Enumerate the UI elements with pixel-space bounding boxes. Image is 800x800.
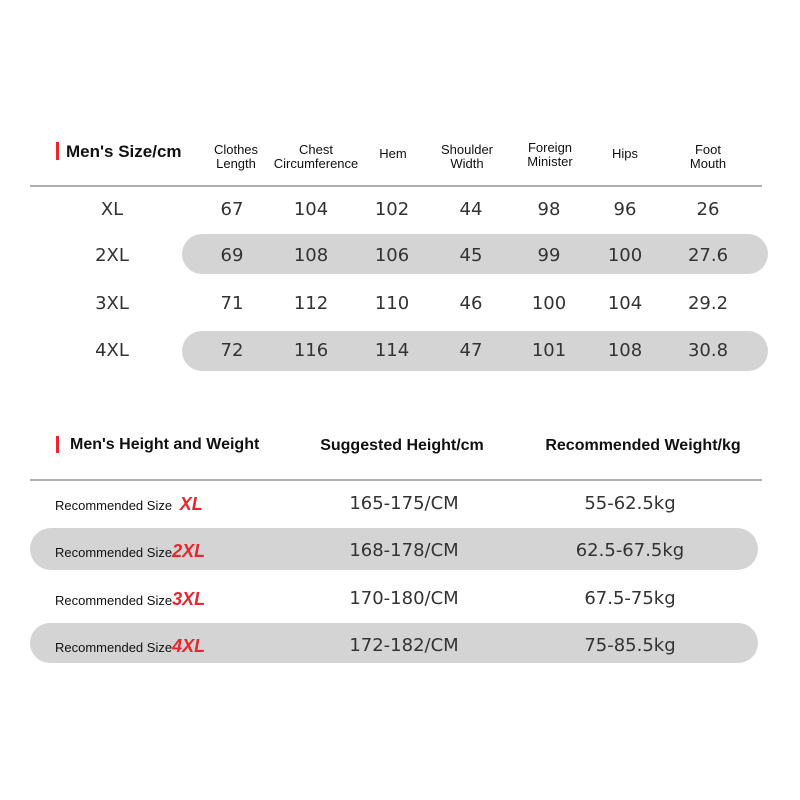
header-hips: Hips bbox=[611, 146, 638, 161]
table-cell: 71 bbox=[220, 293, 244, 314]
section-marker bbox=[56, 436, 59, 453]
table-cell: 104 bbox=[293, 199, 329, 220]
height-value: 170-180/CM bbox=[349, 588, 459, 609]
header-foreign-minister: Foreign Minister bbox=[527, 140, 573, 169]
recommended-size-label: Recommended Size4XL bbox=[55, 636, 206, 656]
table-cell: 99 bbox=[537, 245, 561, 266]
size-label: 3XL bbox=[95, 293, 129, 314]
header-recommended-weight: Recommended Weight/kg bbox=[545, 437, 741, 454]
size-badge: 2XL bbox=[172, 541, 206, 561]
table-cell: 100 bbox=[531, 293, 567, 314]
header-shoulder-width: Shoulder Width bbox=[440, 142, 494, 171]
table-cell: 101 bbox=[531, 340, 567, 361]
size-badge: 3XL bbox=[172, 589, 206, 609]
table-cell: 47 bbox=[459, 340, 483, 361]
table-cell: 116 bbox=[293, 340, 329, 361]
size-table-title: Men's Size/cm bbox=[66, 142, 182, 161]
table-cell: 67 bbox=[220, 199, 244, 220]
table-cell: 69 bbox=[220, 245, 244, 266]
recommended-size-label: Recommended Size XL bbox=[55, 494, 203, 514]
height-value: 165-175/CM bbox=[349, 493, 459, 514]
table-cell: 45 bbox=[459, 245, 483, 266]
size-badge: XL bbox=[179, 494, 203, 514]
size-label: 2XL bbox=[95, 245, 129, 266]
table-cell: 104 bbox=[607, 293, 643, 314]
height-table-title: Men's Height and Weight bbox=[70, 436, 260, 453]
table-cell: 106 bbox=[374, 245, 410, 266]
header-hem: Hem bbox=[379, 146, 407, 161]
table-cell: 27.6 bbox=[687, 245, 729, 266]
size-label: 4XL bbox=[95, 340, 129, 361]
weight-value: 55-62.5kg bbox=[584, 493, 676, 514]
table-cell: 110 bbox=[374, 293, 410, 314]
section-marker bbox=[56, 142, 59, 160]
size-label: XL bbox=[100, 199, 124, 220]
table-cell: 30.8 bbox=[687, 340, 729, 361]
weight-value: 75-85.5kg bbox=[584, 635, 676, 656]
table-cell: 108 bbox=[607, 340, 643, 361]
header-chest-circumference: Chest Circumference bbox=[273, 142, 359, 171]
header-clothes-length: Clothes Length bbox=[213, 142, 259, 171]
weight-value: 67.5-75kg bbox=[584, 588, 676, 609]
header-foot-mouth: Foot Mouth bbox=[689, 142, 727, 171]
recommended-size-label: Recommended Size3XL bbox=[55, 589, 206, 609]
table-cell: 29.2 bbox=[687, 293, 729, 314]
table-cell: 108 bbox=[293, 245, 329, 266]
recommended-size-label: Recommended Size2XL bbox=[55, 541, 206, 561]
header-rule bbox=[30, 479, 762, 481]
table-cell: 72 bbox=[220, 340, 244, 361]
table-cell: 102 bbox=[374, 199, 410, 220]
size-badge: 4XL bbox=[172, 636, 206, 656]
table-cell: 98 bbox=[537, 199, 561, 220]
header-suggested-height: Suggested Height/cm bbox=[320, 437, 484, 454]
weight-value: 62.5-67.5kg bbox=[575, 540, 685, 561]
table-cell: 112 bbox=[293, 293, 329, 314]
height-value: 172-182/CM bbox=[349, 635, 459, 656]
table-cell: 44 bbox=[459, 199, 483, 220]
table-cell: 114 bbox=[374, 340, 410, 361]
table-cell: 96 bbox=[613, 199, 637, 220]
height-value: 168-178/CM bbox=[349, 540, 459, 561]
table-cell: 100 bbox=[607, 245, 643, 266]
table-cell: 46 bbox=[459, 293, 483, 314]
table-cell: 26 bbox=[696, 199, 720, 220]
header-rule bbox=[30, 185, 762, 187]
